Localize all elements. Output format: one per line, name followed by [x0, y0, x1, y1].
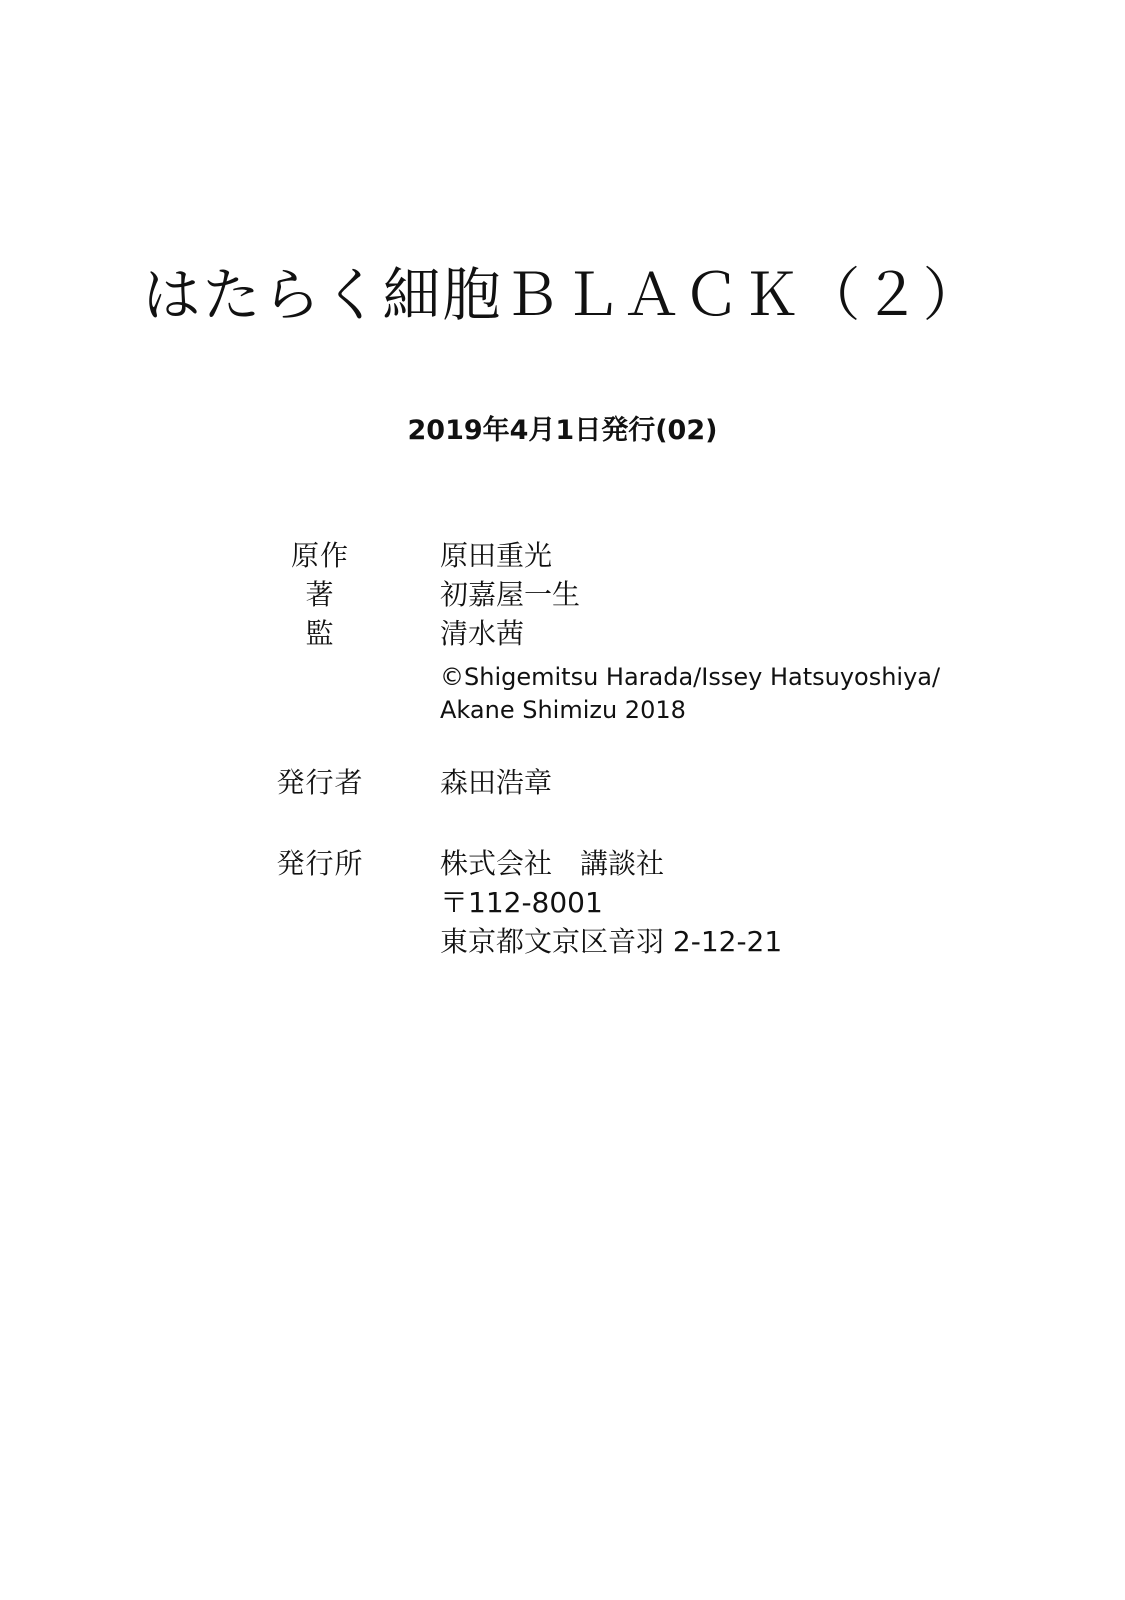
- copyright-notice: [440, 661, 1030, 727]
- credit-value: 初嘉屋一生: [440, 578, 581, 611]
- credit-row-author: [270, 575, 1030, 614]
- book-title: はたらく細胞ＢＬＡＣＫ（２）: [142, 261, 983, 329]
- credit-row-original: [270, 536, 1030, 575]
- postal-code: 〒112-8001: [440, 886, 603, 919]
- publisher-label: 発行者: [276, 766, 364, 799]
- publisher-name: 森田浩章: [440, 766, 553, 799]
- credit-value: 原田重光: [440, 539, 553, 572]
- publisher-row: [270, 763, 1030, 802]
- credits-block: [270, 536, 1030, 961]
- credit-label: 監: [305, 617, 335, 650]
- credit-label: 原作: [290, 539, 349, 572]
- publishing-house-name: 株式会社 講談社: [440, 847, 665, 880]
- credit-row-supervisor: [270, 614, 1030, 653]
- credit-value: 清水茜: [440, 617, 525, 650]
- copyright-line: Akane Shimizu 2018: [440, 696, 686, 724]
- issue-date: 2019年4月1日発行(02): [407, 415, 718, 446]
- credit-label: 著: [305, 578, 335, 611]
- publishing-house-row: [270, 844, 1030, 961]
- publishing-house-details: [440, 844, 782, 961]
- copyright-line: ©Shigemitsu Harada/Issey Hatsuyoshiya/: [440, 663, 941, 691]
- publishing-house-label: 発行所: [276, 847, 364, 880]
- address: 東京都文京区音羽 2-12-21: [440, 925, 783, 958]
